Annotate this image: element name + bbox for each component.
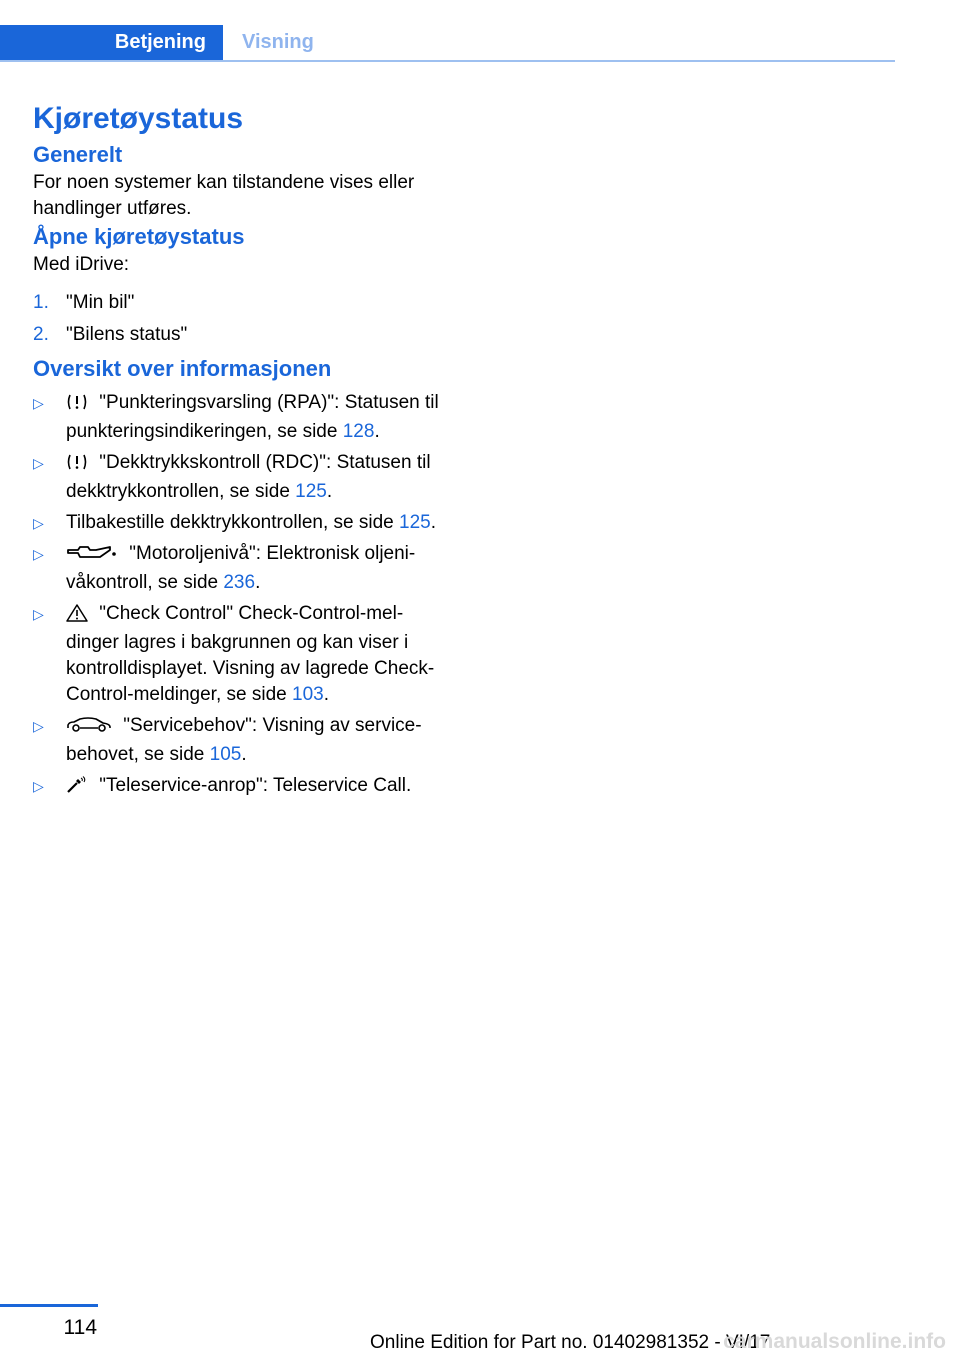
item-text: "Dekktrykkskontroll (RDC)": Statusen til dekktrykkontrollen, se side bbox=[66, 452, 431, 502]
page-number: 114 bbox=[63, 1316, 97, 1339]
section-heading-open: Åpne kjøretøystatus bbox=[33, 224, 245, 249]
oil-can-icon bbox=[66, 544, 118, 570]
step-number: 1. bbox=[33, 292, 49, 313]
item-text: "Punkteringsvarsling (RPA)": Statusen til punkteringsindikeringen, se side bbox=[66, 392, 439, 442]
page-link[interactable]: 105 bbox=[209, 744, 242, 765]
page-number-bar bbox=[0, 1304, 98, 1307]
list-item bbox=[33, 510, 443, 536]
wrench-call-icon bbox=[66, 776, 88, 802]
page-content bbox=[33, 98, 443, 807]
triangle-bullet-icon: ▷ bbox=[33, 778, 44, 794]
top-navigation bbox=[0, 25, 895, 62]
step-text: "Min bil" bbox=[66, 292, 135, 313]
item-text: "Teleservice-anrop": Teleservice Call. bbox=[94, 775, 412, 796]
section-heading-overview: Oversikt over informasjonen bbox=[33, 356, 332, 381]
list-item bbox=[33, 322, 443, 348]
item-suffix: . bbox=[326, 481, 333, 502]
list-item bbox=[33, 450, 443, 505]
list-item bbox=[33, 601, 443, 708]
watermark: carmanualsonline.info bbox=[723, 1330, 946, 1353]
list-item bbox=[33, 713, 443, 768]
tab-betjening[interactable]: Betjening bbox=[0, 25, 223, 60]
list-item bbox=[33, 290, 443, 316]
open-intro: Med iDrive: bbox=[33, 254, 130, 275]
step-number: 2. bbox=[33, 324, 49, 345]
list-item bbox=[33, 390, 443, 445]
item-suffix: . bbox=[241, 744, 247, 765]
triangle-bullet-icon: ▷ bbox=[33, 546, 44, 562]
topbar-divider bbox=[0, 60, 895, 62]
page-link[interactable]: 103 bbox=[292, 684, 324, 705]
page-title: Kjøretøystatus bbox=[33, 102, 244, 135]
general-text: For noen systemer kan tilstandene vises eller handlinger utføres. bbox=[33, 172, 415, 219]
tab-visning[interactable]: Visning bbox=[242, 31, 314, 53]
item-suffix: . bbox=[255, 572, 261, 593]
overview-list bbox=[33, 390, 443, 802]
item-suffix: . bbox=[374, 421, 380, 442]
tire-pressure-warning-icon bbox=[66, 453, 88, 479]
triangle-bullet-icon: ▷ bbox=[33, 515, 44, 531]
list-item bbox=[33, 773, 443, 802]
item-text: "Servicebehov": Visning av servicebehovet, se side bbox=[66, 715, 422, 765]
tire-pressure-warning-icon bbox=[66, 393, 88, 419]
page-link[interactable]: 128 bbox=[342, 421, 375, 442]
item-text: Tilbakestille dekktrykkontrollen, se side bbox=[66, 512, 399, 533]
page-link[interactable]: 125 bbox=[295, 481, 327, 502]
triangle-bullet-icon: ▷ bbox=[33, 718, 44, 734]
page-link[interactable]: 125 bbox=[399, 512, 431, 533]
triangle-bullet-icon: ▷ bbox=[33, 455, 44, 471]
step-text: "Bilens status" bbox=[66, 324, 188, 345]
item-suffix: . bbox=[430, 512, 436, 533]
car-service-icon bbox=[66, 716, 112, 742]
list-item bbox=[33, 541, 443, 596]
edition-footer: Online Edition for Part no. 01402981352 - VI/17 bbox=[370, 1332, 771, 1353]
item-text: "Motoroljenivå": Elektronisk oljenivåkontroll, se side bbox=[66, 543, 416, 593]
section-heading-general: Generelt bbox=[33, 142, 123, 167]
item-text: "Check Control" Check-Control-meldinger lagres i bakgrunnen og kan viser i kontrolldisplayet. Visning av lagrede Check-Control-meldinger, se side bbox=[66, 603, 435, 705]
triangle-bullet-icon: ▷ bbox=[33, 606, 44, 622]
page-link[interactable]: 236 bbox=[223, 572, 256, 593]
steps-list bbox=[33, 290, 443, 348]
triangle-bullet-icon: ▷ bbox=[33, 395, 44, 411]
item-suffix: . bbox=[323, 684, 329, 705]
warning-triangle-icon bbox=[66, 604, 88, 630]
